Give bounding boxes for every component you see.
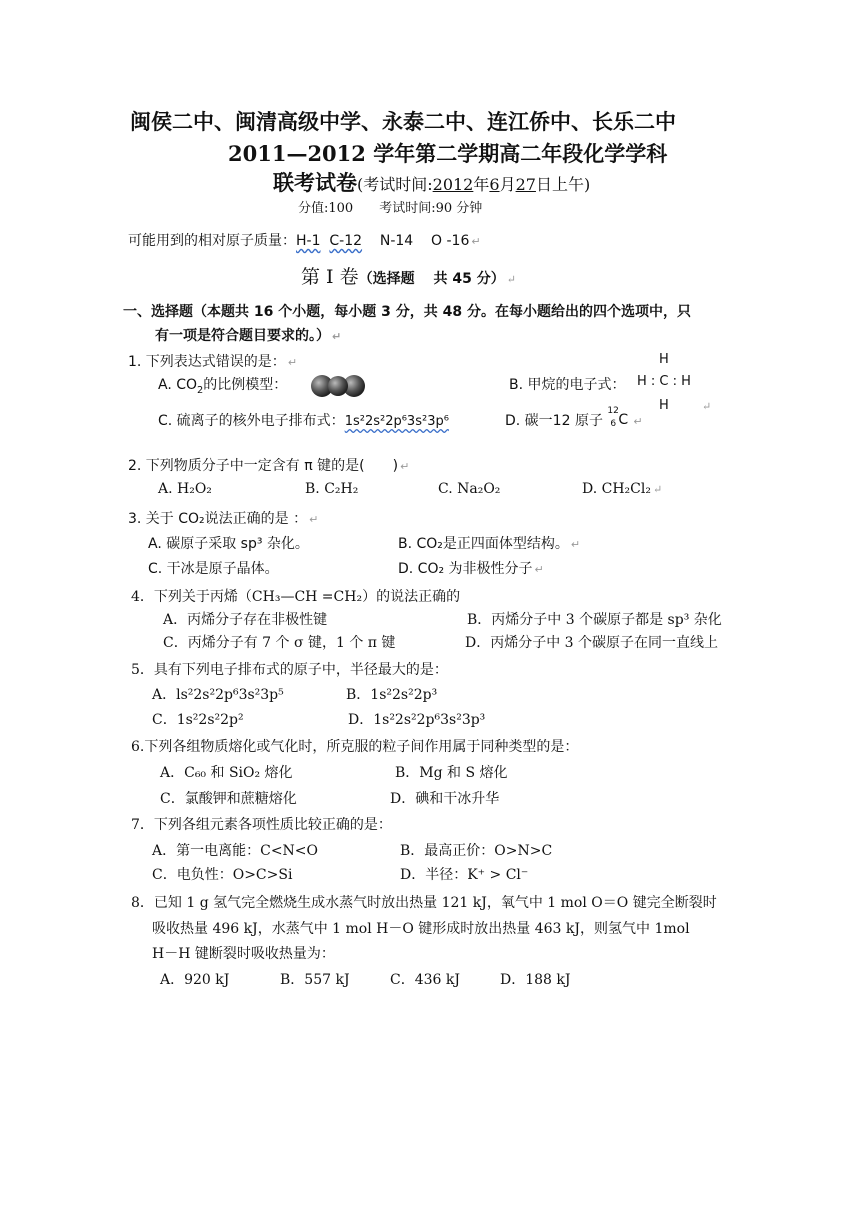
q7-stem: 7．下列各组元素各项性质比较正确的是： [131, 817, 392, 833]
q3-stem [128, 508, 318, 528]
q2-d-text: D. CH₂Cl₂ [582, 481, 651, 497]
section-heading-line2 [155, 325, 341, 345]
exam-day: 27 [515, 175, 536, 194]
q4-option-d: D．丙烯分子中 3 个碳原子在同一直线上 [465, 635, 719, 651]
nuclide-symbol: C [618, 412, 629, 428]
return-mark-icon: ↵ [332, 330, 342, 343]
score-duration-line: 分值:100 考试时间:90 分钟 [298, 201, 483, 216]
q1-d-label: D. 碳一12 原子 [505, 413, 603, 429]
lewis-middle-row: H : C : H [637, 374, 691, 389]
q1-stem-text: 1. 下列表达式错误的是： [128, 354, 286, 370]
q7-option-b: B．最高正价：O>N>C [400, 843, 553, 859]
exam-year: 2012 [432, 175, 474, 194]
q6-option-c: C．氯酸钾和蔗糖熔化 [160, 791, 297, 807]
q6-option-a: A．C₆₀ 和 SiO₂ 熔化 [160, 765, 293, 781]
nuclide-mass-number: 12 [607, 406, 619, 416]
mass-o: O -16 [431, 233, 470, 249]
volume-subtitle: （选择题 共 45 分） [358, 271, 505, 287]
q6-option-d: D．碘和干冰升华 [390, 791, 500, 807]
q3-d-text: D. CO₂ 为非极性分子 [398, 561, 533, 577]
q8-option-a: A．920 kJ [160, 972, 230, 988]
return-mark-icon: ↵ [633, 415, 643, 428]
month-char: 月 [499, 175, 516, 194]
q7-option-a: A．第一电离能：C<N<O [152, 843, 319, 859]
day-char: 日上午) [535, 175, 591, 194]
q2-option-b: B. C₂H₂ [305, 481, 359, 497]
q8-option-c: C．436 kJ [390, 972, 460, 988]
q3-option-d [398, 558, 544, 578]
atomic-mass-label: 可能用到的相对原子质量： [128, 233, 296, 249]
exam-time-open: (考试时间: [357, 175, 433, 194]
q8-stem-line3: H－H 键断裂时吸收热量为： [152, 946, 335, 962]
exam-title: 联考试卷 [273, 170, 357, 195]
q3-b-text: B. CO₂是正四面体型结构。 [398, 536, 569, 552]
volume-title: 第 I 卷 [301, 266, 359, 288]
section-heading-text: 有一项是符合题目要求的。） [155, 328, 330, 344]
q3-stem-text: 3. 关于 CO₂说法正确的是 ： [128, 511, 308, 527]
q5-option-a: A．ls²2s²2p⁶3s²3p⁵ [152, 687, 284, 703]
carbon-12-nuclide [607, 406, 631, 430]
school-names-title: 闽侯二中、闽清高级中学、永泰二中、连江侨中、长乐二中 [130, 109, 676, 134]
return-mark-icon: ↵ [287, 356, 298, 369]
atomic-mass-line [128, 230, 481, 250]
q2-stem-text: 2. 下列物质分子中一定含有 π 键的是( ) [128, 458, 399, 474]
q4-option-c: C．丙烯分子有 7 个 σ 键，1 个 π 键 [163, 635, 396, 651]
q6-stem: 6.下列各组物质熔化或气化时，所克服的粒子间作用属于同种类型的是： [131, 739, 579, 755]
return-mark-icon: ↵ [471, 235, 481, 248]
q3-option-a: A. 碳原子采取 sp³ 杂化。 [148, 536, 309, 552]
q1-a-label: A. CO [158, 377, 198, 393]
co2-space-filling-model-icon [310, 372, 366, 400]
q1-option-c [158, 410, 449, 430]
q1-option-b: B. 甲烷的电子式： [509, 377, 626, 393]
section-heading-line1: 一、选择题（本题共 16 个小题，每小题 3 分，共 48 分。在每小题给出的四个选项中，只 [123, 304, 691, 320]
q7-option-d: D．半径：K⁺ > Cl⁻ [400, 867, 529, 883]
q5-stem: 5．具有下列电子排布式的原子中，半径最大的是： [131, 662, 448, 678]
q5-option-c: C．1s²2s²2p² [152, 712, 244, 728]
q4-stem: 4．下列关于丙烯（CH₃—CH =CH₂）的说法正确的 [131, 589, 461, 605]
q2-option-c: C. Na₂O₂ [438, 481, 501, 497]
q2-option-d [582, 481, 662, 497]
return-mark-icon: ↵ [400, 460, 410, 473]
return-mark-icon: ↵ [702, 400, 712, 413]
return-mark-icon: ↵ [534, 563, 544, 576]
volume-title-line [301, 262, 516, 289]
return-mark-icon: ↵ [652, 483, 663, 496]
nuclide-atomic-number: 6 [610, 419, 617, 429]
lewis-h-bottom: H [659, 398, 669, 413]
q4-option-b: B．丙烯分子中 3 个碳原子都是 sp³ 杂化 [467, 612, 722, 628]
q2-stem [128, 455, 409, 475]
exam-month: 6 [489, 175, 500, 194]
lewis-h-top: H [659, 352, 669, 367]
q5-option-d: D．1s²2s²2p⁶3s²3p³ [348, 712, 486, 728]
q1-option-d [505, 406, 643, 430]
mass-h: H-1 [296, 233, 321, 249]
q4-option-a: A．丙烯分子存在非极性键 [163, 612, 328, 628]
q2-option-a: A. H₂O₂ [158, 481, 212, 497]
mass-n: N-14 [379, 233, 414, 249]
q8-option-b: B．557 kJ [280, 972, 350, 988]
q3-option-c: C. 干冰是原子晶体。 [148, 561, 279, 577]
q1-option-a: A. $CO_2$的比例模型： [158, 377, 288, 396]
q1-c-label: C. 硫离子的核外电子排布式： [158, 413, 345, 429]
return-mark-icon: ↵ [570, 538, 581, 551]
year-char: 年 [473, 175, 490, 194]
q1-c-config: 1s²2s²2p⁶3s²3p⁶ [344, 414, 449, 429]
q8-stem-line2: 吸收热量 496 kJ，水蒸气中 1 mol H－O 键形成时放出热量 463 kJ，则氢气中 1mol [152, 921, 690, 937]
q8-stem-line1: 8．已知 1 g 氢气完全燃烧生成水蒸气时放出热量 121 kJ，氧气中 1 mol O＝O 键完全断裂时 [131, 895, 717, 911]
return-mark-icon: ↵ [309, 513, 319, 526]
q3-option-b [398, 533, 580, 553]
q7-option-c: C．电负性：O>C>Si [152, 867, 293, 883]
q8-option-d: D．188 kJ [500, 972, 571, 988]
exam-title-line [273, 167, 590, 197]
q6-option-b: B．Mg 和 S 熔化 [395, 765, 508, 781]
return-mark-icon: ↵ [506, 273, 516, 286]
mass-c: C-12 [329, 233, 363, 249]
exam-year-title: 2011—2012 学年第二学期高二年段化学学科 [228, 141, 668, 166]
q1-stem [128, 351, 297, 371]
methane-lewis-structure [637, 352, 697, 414]
q1-a-label2: 的比例模型： [203, 377, 288, 393]
q5-option-b: B．1s²2s²2p³ [346, 687, 438, 703]
